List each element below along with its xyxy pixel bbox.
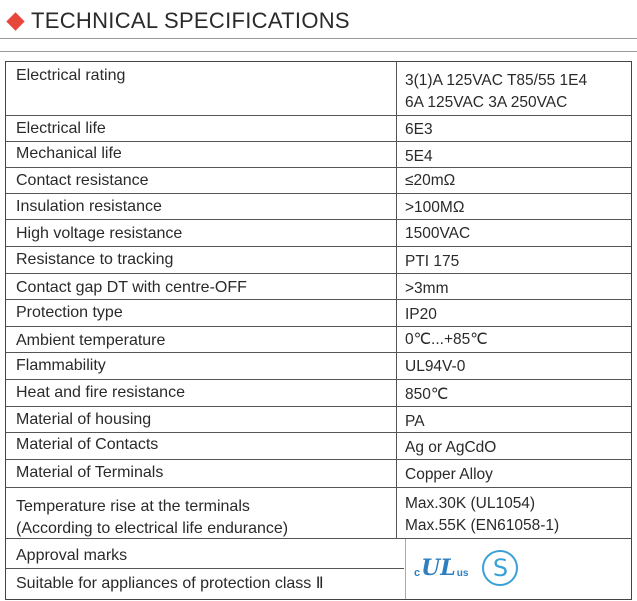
spec-value: UL94V-0 bbox=[405, 358, 466, 375]
spec-label: Ambient temperature bbox=[16, 332, 166, 349]
header-rule bbox=[0, 38, 637, 39]
spec-label: Material of Terminals bbox=[16, 464, 164, 481]
cul-us-mark-icon: c UL us bbox=[414, 555, 469, 581]
spec-label: Material of housing bbox=[16, 411, 152, 428]
spec-value: >3mm bbox=[405, 280, 449, 297]
section-header bbox=[6, 7, 350, 35]
table-row bbox=[6, 116, 631, 142]
s-mark-icon: S bbox=[482, 550, 518, 586]
spec-label: Temperature rise at the terminals bbox=[16, 498, 250, 515]
spec-label: Insulation resistance bbox=[16, 198, 162, 215]
table-row bbox=[6, 142, 631, 168]
table-row bbox=[6, 220, 631, 247]
spec-value: ≤20mΩ bbox=[405, 172, 456, 189]
spec-label: (According to electrical life endurance) bbox=[16, 520, 289, 537]
spec-value: PTI 175 bbox=[405, 253, 460, 270]
spec-value: IP20 bbox=[405, 306, 437, 323]
spec-value: >100MΩ bbox=[405, 199, 465, 216]
protection-class-label: Suitable for appliances of protection class Ⅱ bbox=[16, 575, 324, 592]
table-row bbox=[6, 300, 631, 327]
spec-value: 1500VAC bbox=[405, 225, 471, 242]
spec-value: 850℃ bbox=[405, 386, 449, 403]
table-row bbox=[6, 569, 404, 599]
spec-label: Flammability bbox=[16, 357, 106, 374]
spec-value: 6A 125VAC 3A 250VAC bbox=[405, 94, 568, 111]
diamond-bullet-icon bbox=[6, 12, 24, 30]
spec-value: Copper Alloy bbox=[405, 466, 493, 483]
spec-label: Electrical rating bbox=[16, 67, 126, 84]
table-row bbox=[6, 460, 631, 488]
table-row bbox=[6, 168, 631, 194]
table-row bbox=[6, 353, 631, 380]
specifications-table bbox=[5, 61, 632, 600]
table-row bbox=[6, 194, 631, 220]
table-row bbox=[6, 433, 631, 460]
spec-value: 3(1)A 125VAC T85/55 1E4 bbox=[405, 72, 588, 89]
spec-label: Electrical life bbox=[16, 120, 106, 137]
table-row bbox=[6, 539, 404, 569]
table-row bbox=[6, 62, 631, 116]
approval-marks bbox=[414, 550, 518, 586]
spec-value: Max.30K (UL1054) bbox=[405, 495, 536, 512]
spec-value: PA bbox=[405, 413, 425, 430]
spec-label: Material of Contacts bbox=[16, 436, 159, 453]
page-title: TECHNICAL SPECIFICATIONS bbox=[31, 8, 350, 33]
table-row bbox=[6, 274, 631, 300]
spec-label: Mechanical life bbox=[16, 145, 122, 162]
table-row bbox=[6, 380, 631, 407]
spec-value: Max.55K (EN61058-1) bbox=[405, 517, 560, 534]
spec-label: High voltage resistance bbox=[16, 225, 183, 242]
spec-label: Protection type bbox=[16, 304, 123, 321]
marks-divider bbox=[405, 539, 406, 599]
table-row bbox=[6, 247, 631, 274]
table-row bbox=[6, 488, 631, 539]
approval-label: Approval marks bbox=[16, 547, 128, 564]
spec-label: Resistance to tracking bbox=[16, 251, 174, 268]
spec-label: Contact gap DT with centre-OFF bbox=[16, 279, 247, 296]
header-rule-lower bbox=[0, 51, 637, 52]
spec-value: 5E4 bbox=[405, 148, 433, 165]
spec-value: 6E3 bbox=[405, 121, 433, 138]
spec-label: Contact resistance bbox=[16, 172, 149, 189]
spec-label: Heat and fire resistance bbox=[16, 384, 185, 401]
spec-value: 0℃...+85℃ bbox=[405, 331, 488, 348]
spec-value: Ag or AgCdO bbox=[405, 439, 497, 456]
table-row bbox=[6, 327, 631, 353]
table-row bbox=[6, 407, 631, 433]
